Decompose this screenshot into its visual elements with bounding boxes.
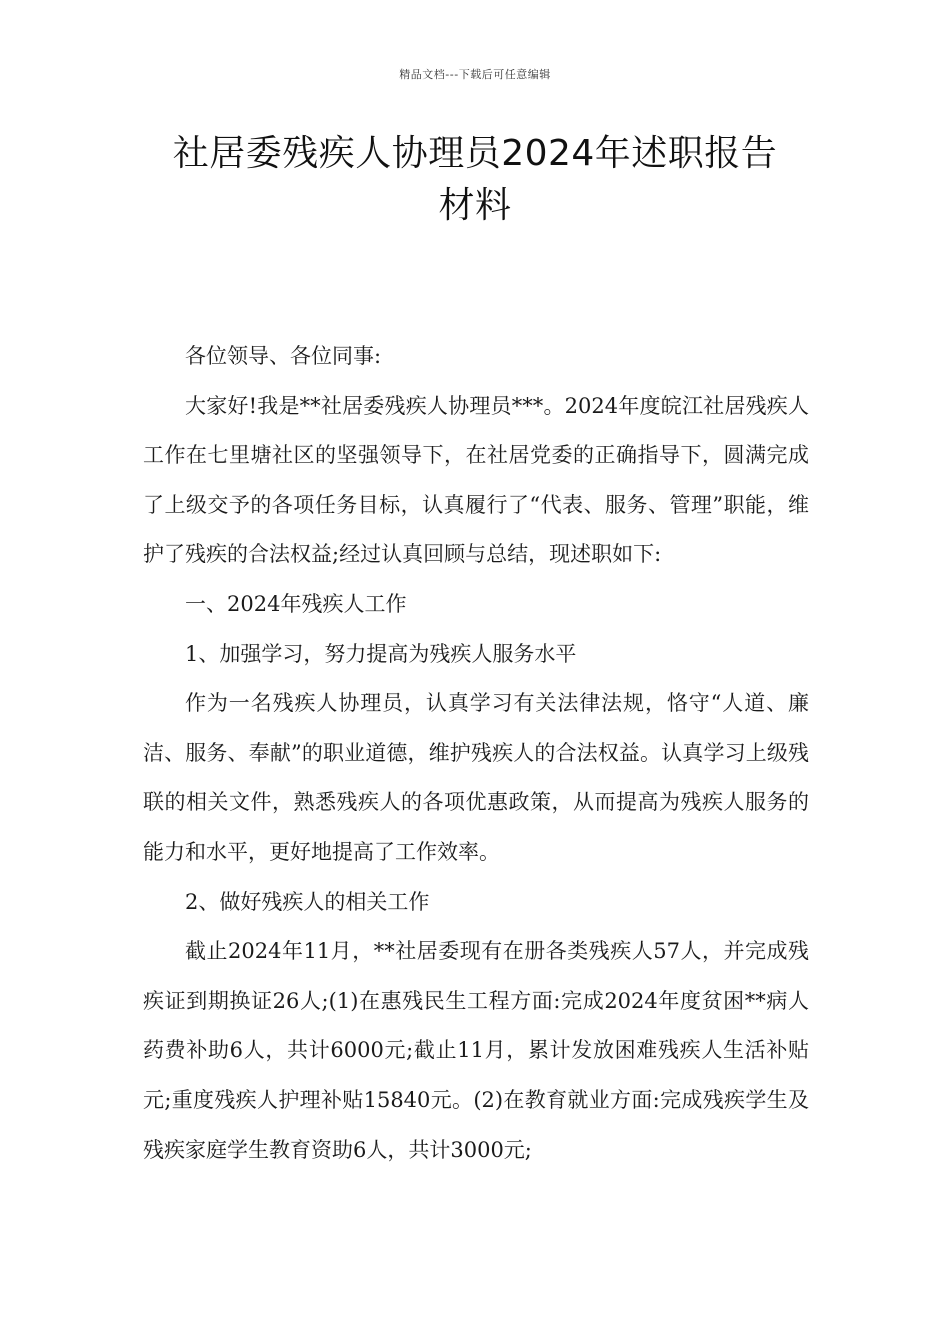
document-title — [120, 128, 830, 232]
subsection-heading-1: 1、加强学习，努力提高为残疾人服务水平 — [185, 641, 577, 666]
salutation: 各位领导、各位同事: — [185, 344, 382, 368]
title-line-2: 材料 — [438, 185, 512, 226]
subsection-heading-2: 2、做好残疾人的相关工作 — [185, 889, 430, 914]
intro-paragraph: 大家好!我是**社居委残疾人协理员***。2024年度皖江社居残疾人工作在七里塘社区的坚强领导下，在社居党委的正确指导下，圆满完成了上级交予的各项任务目标，认真履行了“代表、服务、管理”职能，维护了残疾的合法权益;经过认真回顾与总结，现述职如下: — [143, 393, 809, 567]
page-header: 精品文档---下载后可任意编辑 — [399, 68, 551, 81]
section-heading-1: 一、2024年残疾人工作 — [185, 591, 407, 616]
document-body — [143, 332, 809, 1175]
title-line-1: 社居委残疾人协理员2024年述职报告 — [172, 133, 778, 174]
body-paragraph: 作为一名残疾人协理员，认真学习有关法律法规，恪守“人道、廉洁、服务、奉献”的职业道德，维护残疾人的合法权益。认真学习上级残联的相关文件，熟悉残疾人的各项优惠政策，从而提高为残疾人服务的能力和水平，更好地提高了工作效率。 — [143, 691, 809, 864]
body-paragraph: 截止2024年11月，**社居委现有在册各类残疾人57人，并完成残疾证到期换证26人;(1)在惠残民生工程方面:完成2024年度贫困**病人药费补助6人，共计6000元;截止11月，累计发放困难残疾人生活补贴元;重度残疾人护理补贴15840元。(2)在教育就业方面:完成残疾学生及残疾家庭学生教育资助6人，共计3000元; — [143, 939, 809, 1162]
